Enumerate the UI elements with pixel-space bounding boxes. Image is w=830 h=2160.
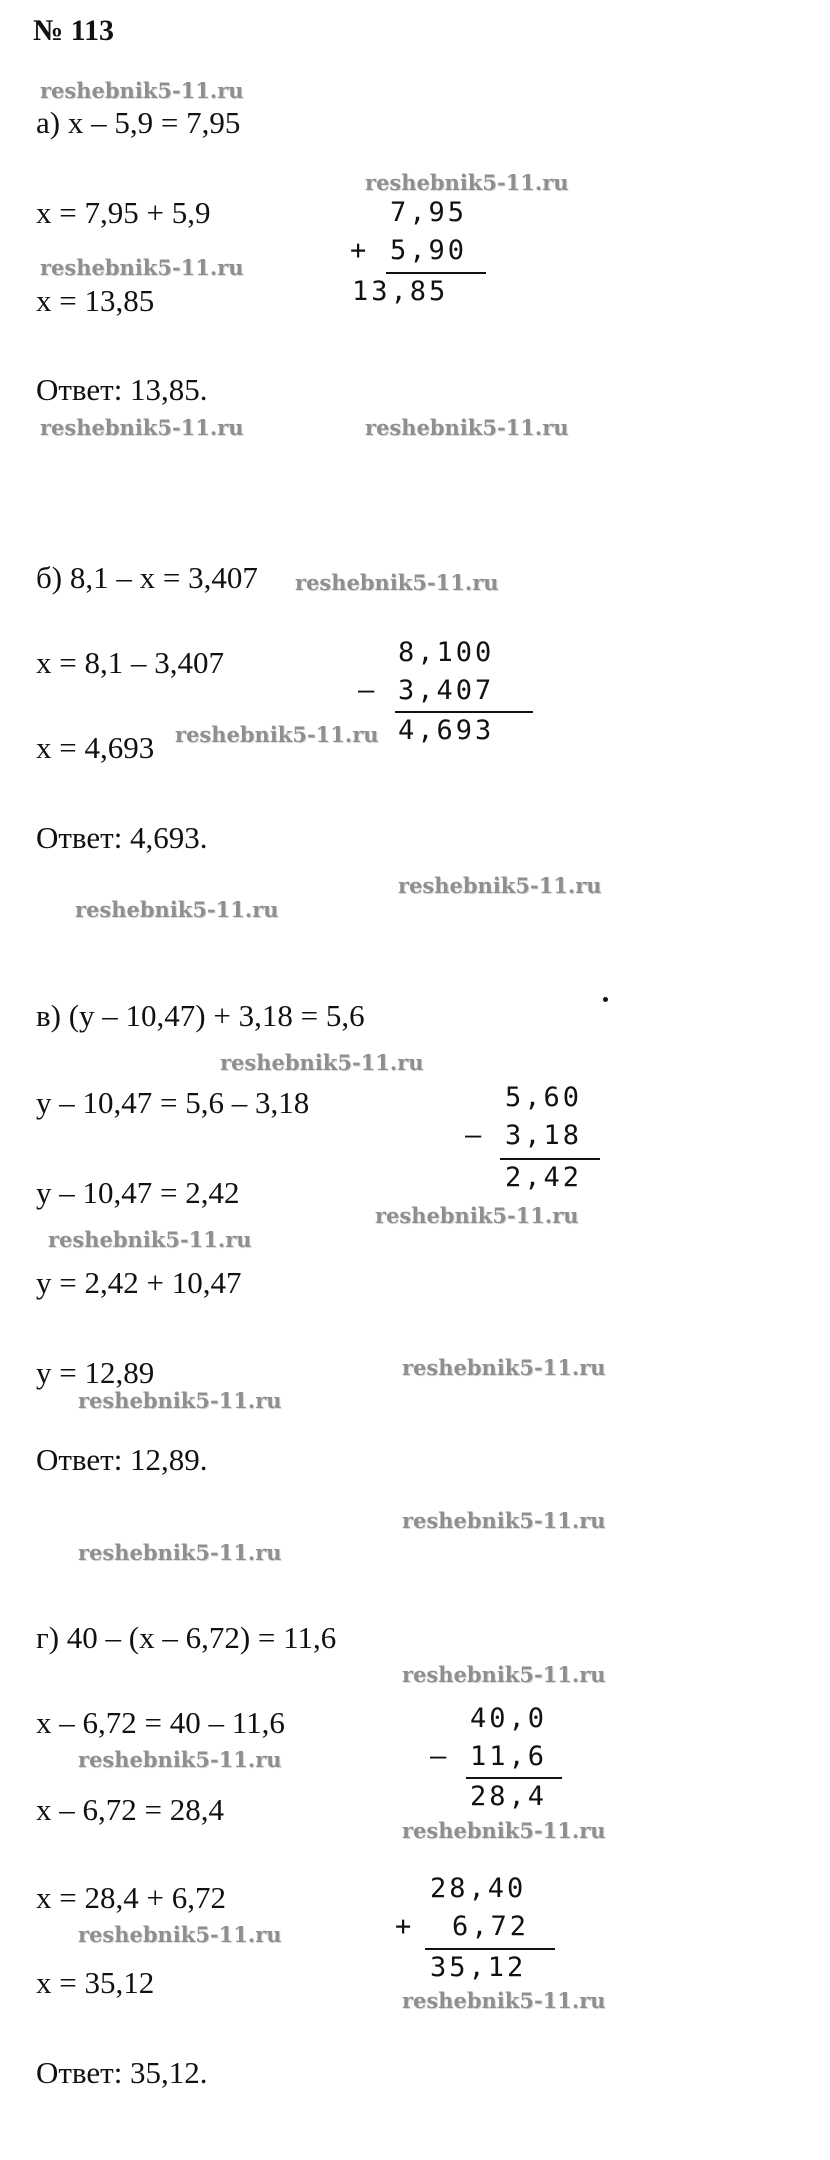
watermark: reshebnik5-11.ru: [40, 78, 244, 103]
calc-g2-row2: 6,72: [452, 1911, 530, 1942]
answer-g: Ответ: 35,12.: [36, 2055, 208, 2090]
step-g-3: x = 28,4 + 6,72: [36, 1880, 226, 1915]
watermark: reshebnik5-11.ru: [295, 570, 499, 595]
watermark: reshebnik5-11.ru: [365, 170, 569, 195]
condition-g: г) 40 – (x – 6,72) = 11,6: [36, 1620, 337, 1655]
answer-b: Ответ: 4,693.: [36, 820, 208, 855]
calc-g1-row2: 11,6: [470, 1741, 548, 1772]
step-g-2: x – 6,72 = 28,4: [36, 1792, 224, 1827]
calc-a-result: 13,85: [352, 276, 449, 307]
calc-a-row1: 7,95: [390, 197, 468, 228]
watermark: reshebnik5-11.ru: [40, 415, 244, 440]
watermark: reshebnik5-11.ru: [402, 1988, 606, 2013]
calc-v-result: 2,42: [505, 1162, 583, 1193]
calc-v-row2: 3,18: [505, 1120, 583, 1151]
step-v-2: y – 10,47 = 2,42: [36, 1175, 240, 1210]
watermark: reshebnik5-11.ru: [402, 1662, 606, 1687]
step-g-1: x – 6,72 = 40 – 11,6: [36, 1705, 285, 1740]
calc-g1-result: 28,4: [470, 1781, 548, 1812]
calc-g2-result: 35,12: [430, 1952, 527, 1983]
calc-g2-row1: 28,40: [430, 1873, 527, 1904]
step-a-1: x = 7,95 + 5,9: [36, 195, 211, 230]
watermark: reshebnik5-11.ru: [402, 1355, 606, 1380]
calc-a-row2: 5,90: [390, 235, 468, 266]
calc-b-result: 4,693: [398, 715, 495, 746]
calc-b-sign: –: [358, 675, 378, 706]
condition-a: а) x – 5,9 = 7,95: [36, 105, 241, 140]
calc-g1-sign: –: [430, 1741, 450, 1772]
watermark: reshebnik5-11.ru: [75, 897, 279, 922]
calc-g2-sign: +: [395, 1911, 415, 1942]
watermark: reshebnik5-11.ru: [365, 415, 569, 440]
watermark: reshebnik5-11.ru: [398, 873, 602, 898]
watermark: reshebnik5-11.ru: [375, 1203, 579, 1228]
calc-v-row1: 5,60: [505, 1082, 583, 1113]
watermark: reshebnik5-11.ru: [175, 722, 379, 747]
calc-v-rule: [500, 1158, 600, 1160]
watermark: reshebnik5-11.ru: [220, 1050, 424, 1075]
watermark: reshebnik5-11.ru: [402, 1508, 606, 1533]
step-v-4: y = 12,89: [36, 1355, 155, 1390]
calc-b-row1: 8,100: [398, 637, 495, 668]
condition-v: в) (y – 10,47) + 3,18 = 5,6: [36, 998, 365, 1033]
step-b-1: x = 8,1 – 3,407: [36, 645, 224, 680]
watermark: reshebnik5-11.ru: [48, 1227, 252, 1252]
calc-a-rule: [386, 272, 486, 274]
calc-a-sign: +: [350, 235, 370, 266]
answer-v: Ответ: 12,89.: [36, 1442, 208, 1477]
watermark: reshebnik5-11.ru: [78, 1388, 282, 1413]
step-v-3: y = 2,42 + 10,47: [36, 1265, 242, 1300]
stray-dot: [603, 997, 608, 1002]
watermark: reshebnik5-11.ru: [78, 1922, 282, 1947]
page-title: № 113: [33, 14, 114, 47]
watermark: reshebnik5-11.ru: [402, 1818, 606, 1843]
calc-g1-rule: [466, 1777, 562, 1779]
calc-b-row2: 3,407: [398, 675, 495, 706]
watermark: reshebnik5-11.ru: [78, 1747, 282, 1772]
condition-b: б) 8,1 – x = 3,407: [36, 560, 258, 595]
calc-g2-rule: [425, 1948, 555, 1950]
watermark: reshebnik5-11.ru: [40, 255, 244, 280]
calc-g1-row1: 40,0: [470, 1703, 548, 1734]
step-b-2: x = 4,693: [36, 730, 155, 765]
watermark: reshebnik5-11.ru: [78, 1540, 282, 1565]
step-v-1: y – 10,47 = 5,6 – 3,18: [36, 1085, 310, 1120]
answer-a: Ответ: 13,85.: [36, 372, 208, 407]
step-a-2: x = 13,85: [36, 283, 155, 318]
calc-b-rule: [395, 711, 533, 713]
step-g-4: x = 35,12: [36, 1965, 155, 2000]
calc-v-sign: –: [465, 1120, 485, 1151]
